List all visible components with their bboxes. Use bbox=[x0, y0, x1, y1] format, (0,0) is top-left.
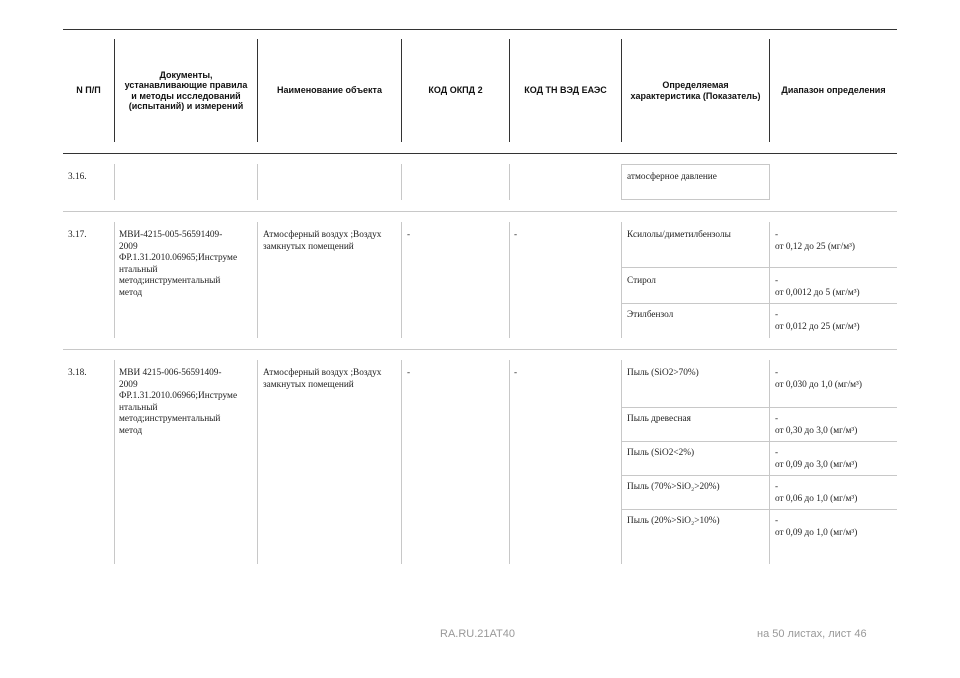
characteristic-cell-rule bbox=[621, 164, 769, 165]
characteristic-name: Пыль (SiO2<2%) bbox=[627, 448, 695, 458]
tnved-code: - bbox=[514, 368, 518, 378]
header-documents: Документы, устанавливающие правила и методы исследований (испытаний) и измерений bbox=[124, 69, 248, 111]
characteristic-name: Пыль (20%>SiO₂>10%) bbox=[627, 516, 720, 526]
range-value: - от 0,0012 до 5 (мг/м³) bbox=[775, 276, 860, 298]
header-top-rule bbox=[63, 29, 897, 30]
characteristic-cell-rule bbox=[621, 199, 769, 200]
header-tnved-code: КОД ТН ВЭД ЕАЭС bbox=[524, 85, 607, 96]
header-okpd-code: КОД ОКПД 2 bbox=[428, 85, 483, 96]
row-separator bbox=[63, 211, 897, 212]
characteristic-name: атмосферное давление bbox=[627, 172, 717, 182]
sub-row-rule bbox=[621, 407, 897, 408]
row-number: 3.16. bbox=[68, 172, 87, 182]
header-range: Диапазон определения bbox=[781, 85, 886, 96]
range-value: - от 0,12 до 25 (мг/м³) bbox=[775, 230, 855, 252]
column-divider bbox=[621, 222, 622, 338]
column-divider bbox=[401, 222, 402, 338]
range-value: - от 0,09 до 3,0 (мг/м³) bbox=[775, 448, 858, 470]
range-value: - от 0,09 до 1,0 (мг/м³) bbox=[775, 516, 858, 538]
column-divider bbox=[621, 360, 622, 564]
sub-row-rule bbox=[621, 441, 897, 442]
column-divider bbox=[509, 222, 510, 338]
object-name: Атмосферный воздух ;Воздух замкнутых помещений bbox=[263, 230, 382, 252]
column-divider bbox=[257, 164, 258, 200]
column-divider bbox=[257, 222, 258, 338]
sub-row-rule bbox=[621, 303, 897, 304]
range-value: - от 0,012 до 25 (мг/м³) bbox=[775, 310, 860, 332]
characteristic-name: Этилбензол bbox=[627, 310, 674, 320]
range-value: - от 0,030 до 1,0 (мг/м³) bbox=[775, 368, 862, 390]
sub-row-rule bbox=[621, 475, 897, 476]
characteristic-name: Пыль (70%>SiO₂>20%) bbox=[627, 482, 720, 492]
tnved-code: - bbox=[514, 230, 518, 240]
column-divider bbox=[257, 360, 258, 564]
row-number: 3.17. bbox=[68, 230, 87, 240]
header-bottom-rule bbox=[63, 153, 897, 154]
method-document: МВИ-4215-005-56591409- 2009 ФР.1.31.2010.06965;Инструме нтальный метод;инструментальный метод bbox=[119, 230, 238, 298]
characteristic-name: Ксилолы/диметилбензолы bbox=[627, 230, 731, 240]
column-divider bbox=[769, 222, 770, 338]
range-value: - от 0,06 до 1,0 (мг/м³) bbox=[775, 482, 858, 504]
okpd-code: - bbox=[407, 368, 411, 378]
range-value: - от 0,30 до 3,0 (мг/м³) bbox=[775, 414, 858, 436]
sub-row-rule bbox=[621, 509, 897, 510]
header-characteristic: Определяемая характеристика (Показатель) bbox=[630, 80, 761, 101]
column-divider bbox=[509, 164, 510, 200]
row-separator bbox=[63, 349, 897, 350]
method-document: МВИ 4215-006-56591409- 2009 ФР.1.31.2010.06966;Инструме нтальный метод;инструментальный метод bbox=[119, 368, 238, 436]
column-divider bbox=[401, 360, 402, 564]
characteristic-name: Пыль (SiO2>70%) bbox=[627, 368, 699, 378]
column-divider bbox=[769, 164, 770, 200]
footer-registry-code: RA.RU.21AT40 bbox=[440, 628, 515, 640]
column-divider bbox=[769, 360, 770, 564]
header-number: N П/П bbox=[76, 85, 101, 96]
column-divider bbox=[401, 164, 402, 200]
header-object-name: Наименование объекта bbox=[277, 85, 382, 96]
column-divider bbox=[621, 164, 622, 200]
characteristic-name: Пыль древесная bbox=[627, 414, 691, 424]
column-divider bbox=[509, 360, 510, 564]
column-divider bbox=[114, 222, 115, 338]
object-name: Атмосферный воздух ;Воздух замкнутых помещений bbox=[263, 368, 382, 390]
okpd-code: - bbox=[407, 230, 411, 240]
sub-row-rule bbox=[621, 267, 897, 268]
characteristic-name: Стирол bbox=[627, 276, 656, 286]
row-number: 3.18. bbox=[68, 368, 87, 378]
footer-page-number: на 50 листах, лист 46 bbox=[757, 628, 867, 640]
column-divider bbox=[114, 164, 115, 200]
column-divider bbox=[114, 360, 115, 564]
